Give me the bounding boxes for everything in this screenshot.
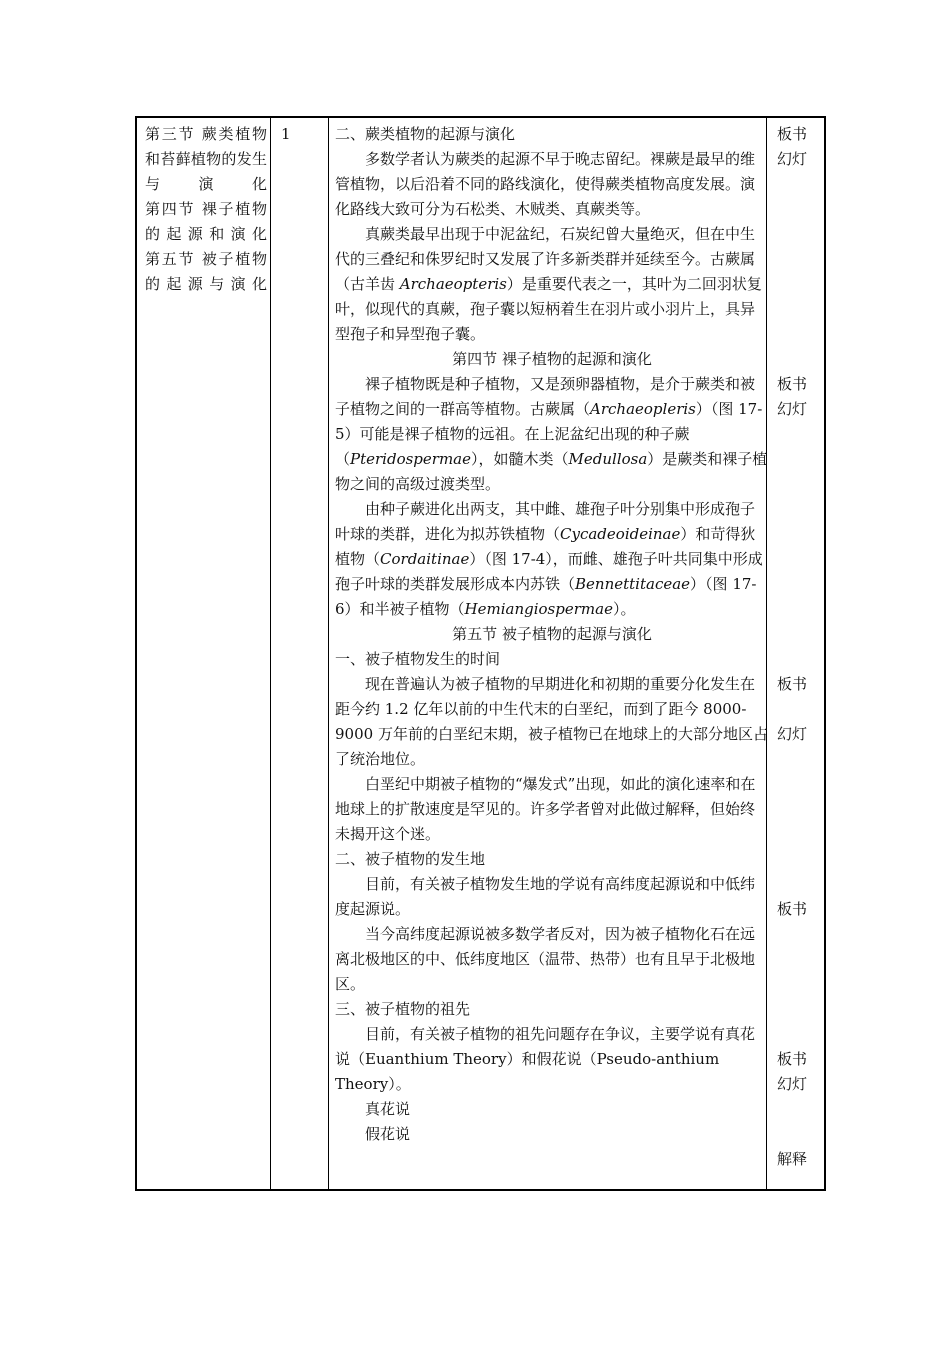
method-blackboard: 板书 xyxy=(777,900,808,918)
heading-angiosperm-time: 一、被子植物发生的时间 xyxy=(335,650,501,668)
method-slides: 幻灯 xyxy=(777,725,808,743)
paragraph-angiosperm-time: 现在普遍认为被子植物的早期进化和初期的重要分化发生在距今约 1.2 亿年以前的中生代末的白垩纪，而到了距今 8000-9000 万年前的白垩纪末期，被子植物已在地球上的大部分地区占了统治地位。 xyxy=(335,675,768,768)
method-blackboard: 板书 xyxy=(777,125,808,143)
heading-angiosperm-place: 二、被子植物的发生地 xyxy=(335,850,486,868)
method-slides: 幻灯 xyxy=(777,150,808,168)
column-divider xyxy=(328,118,329,1189)
column-divider xyxy=(270,118,271,1189)
method-slides: 幻灯 xyxy=(777,400,808,418)
section-title-4: 第四节 裸子植物的起源和演化 xyxy=(145,200,267,243)
paragraph-high-latitude: 当今高纬度起源说被多数学者反对，因为被子植物化石在远离北极地区的中、低纬度地区（温带、热带）也有且早于北极地区。 xyxy=(335,925,756,993)
paragraph-true-ferns: 真蕨类最早出现于中泥盆纪，石炭纪曾大量绝灭，但在中生代的三叠纪和侏罗纪时又发展了许多新类群并延续至今。古蕨属（古羊齿 Archaeopteris）是重要代表之一，其叶为二回羽状复叶，似现代的真蕨，孢子囊以短柄着生在羽片或小羽片上，具异型孢子和异型孢子囊。 xyxy=(335,225,762,343)
heading-section-4: 第四节 裸子植物的起源和演化 xyxy=(452,350,652,368)
heading-angiosperm-ancestor: 三、被子植物的祖先 xyxy=(335,1000,471,1018)
heading-fern-origin: 二、蕨类植物的起源与演化 xyxy=(335,125,516,143)
paragraph-origin-theories: 目前，有关被子植物发生地的学说有高纬度起源说和中低纬度起源说。 xyxy=(335,875,756,918)
method-explain: 解释 xyxy=(777,1150,808,1168)
method-blackboard: 板书 xyxy=(777,1050,808,1068)
content-cell xyxy=(335,122,769,1147)
hours-value: 1 xyxy=(281,125,291,143)
section-title-5: 第五节 被子植物的起源与演化 xyxy=(145,250,267,293)
section-title-3: 第三节 蕨类植物和苔藓植物的发生与演化 xyxy=(145,125,267,193)
pseudanthium-theory: 假花说 xyxy=(365,1125,411,1143)
paragraph-gymnosperm-intro: 裸子植物既是种子植物，又是颈卵器植物，是介于蕨类和被子植物之间的一群高等植物。古蕨属（Archaeopleris）（图 17-5）可能是裸子植物的远祖。在上泥盆纪出现的种子蕨（Pteridospermae），如髓木类（Medullosa）是蕨类和裸子植物之间的高级过渡类型。 xyxy=(335,375,768,493)
section-titles-cell xyxy=(145,122,267,297)
paragraph-seed-fern-evolution: 由种子蕨进化出两支，其中雌、雄孢子叶分别集中形成孢子叶球的类群，进化为拟苏铁植物（Cycadeoideinae）和苛得狄植物（Cordaitinae）（图 17-4），而雌、雄孢子叶共同集中形成孢子叶球的类群发展形成本内苏铁（Bennettitaceae）（图 17-6）和半被子植物（Hemiangiospermae）。 xyxy=(335,500,763,618)
paragraph-fern-origin: 多数学者认为蕨类的起源不早于晚志留纪。裸蕨是最早的维管植物，以后沿着不同的路线演化，使得蕨类植物高度发展。演化路线大致可分为石松类、木贼类、真蕨类等。 xyxy=(335,150,756,218)
euanthium-theory: 真花说 xyxy=(365,1100,411,1118)
lesson-table xyxy=(135,116,826,1191)
paragraph-explosive-appearance: 白垩纪中期被子植物的“爆发式”出现，如此的演化速率和在地球上的扩散速度是罕见的。许多学者曾对此做过解释，但始终未揭开这个迷。 xyxy=(335,775,756,843)
methods-cell xyxy=(777,122,817,1172)
method-blackboard: 板书 xyxy=(777,375,808,393)
method-blackboard: 板书 xyxy=(777,675,808,693)
hours-cell xyxy=(281,122,321,147)
paragraph-ancestor-theories: 目前，有关被子植物的祖先问题存在争议，主要学说有真花说（Euanthium Theory）和假花说（Pseudo-anthium Theory）。 xyxy=(335,1025,756,1093)
method-slides: 幻灯 xyxy=(777,1075,808,1093)
heading-section-5: 第五节 被子植物的起源与演化 xyxy=(452,625,652,643)
